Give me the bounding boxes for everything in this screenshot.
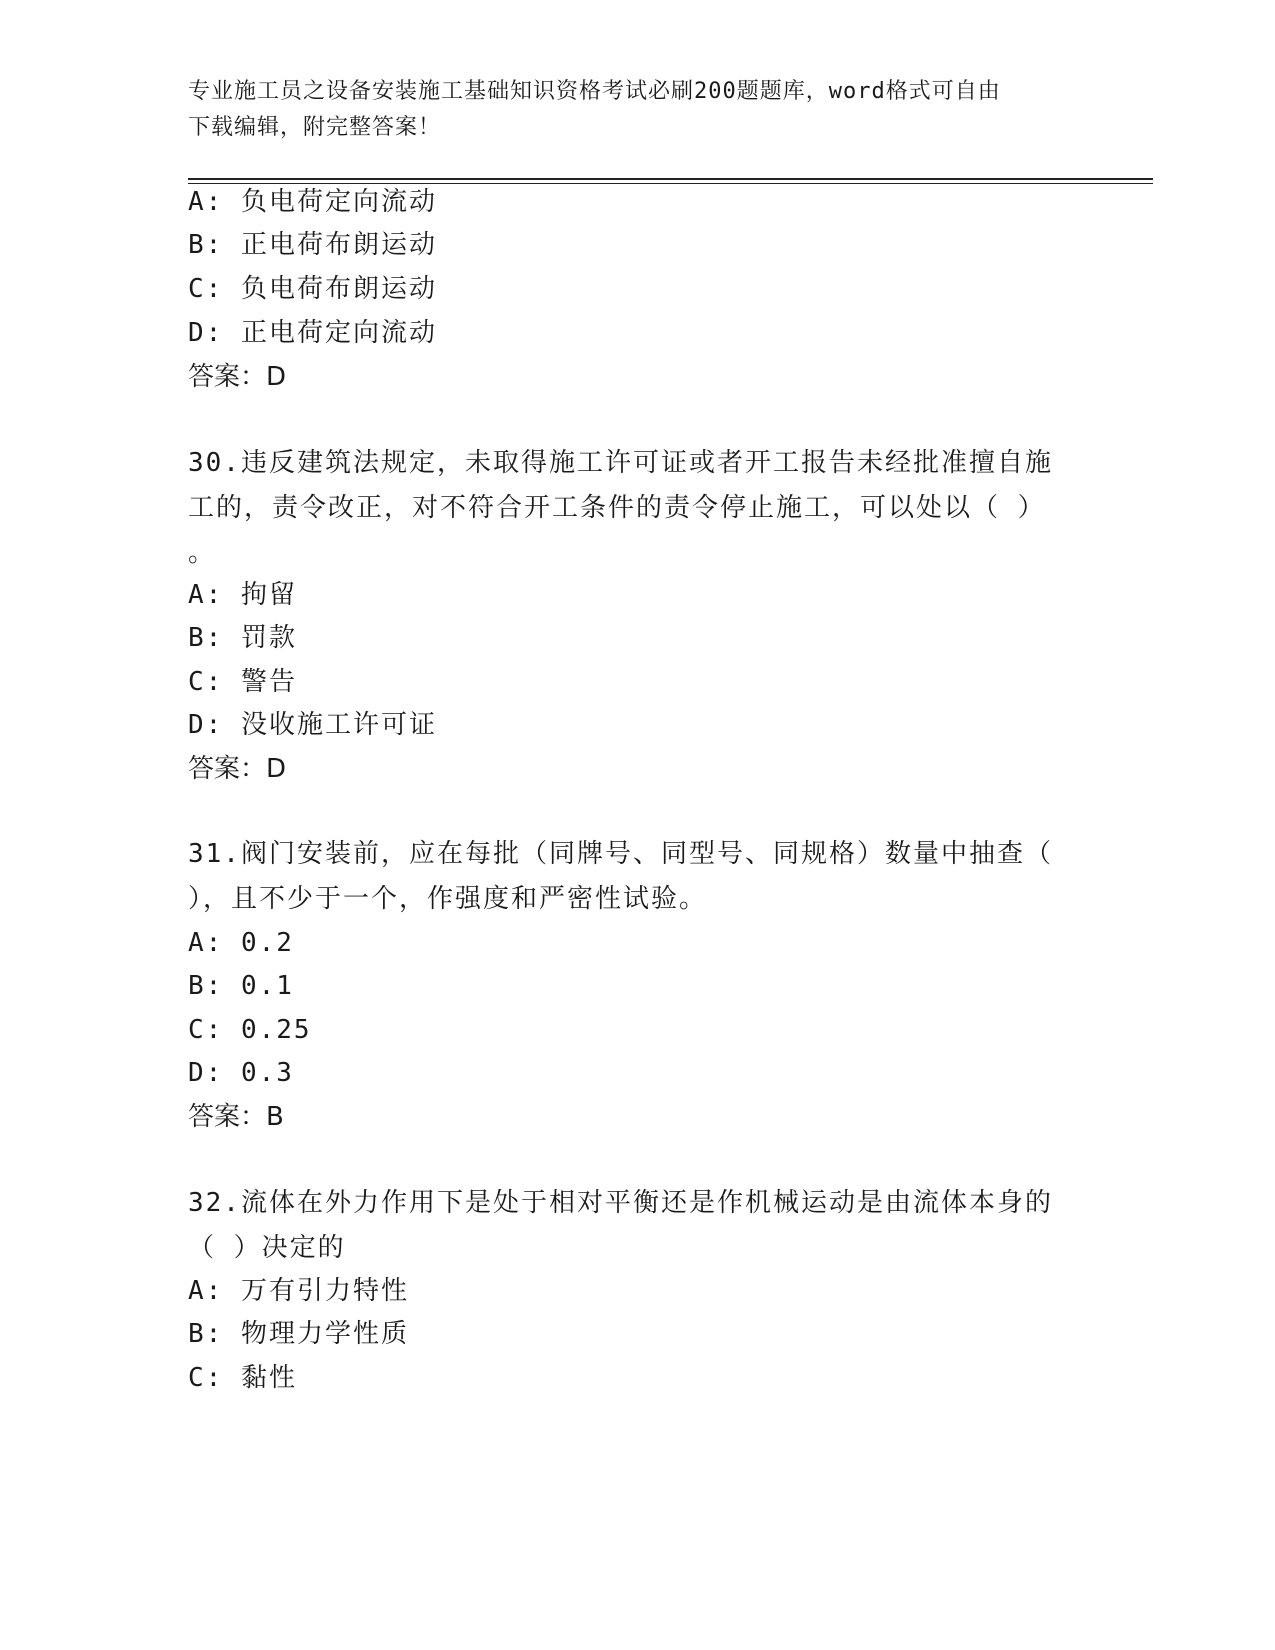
q30-stem-line-2: 工的，责令改正，对不符合开工条件的责令停止施工，可以处以（ ）: [188, 493, 1046, 523]
q32-stem-line-1: 32.流体在外力作用下是处于相对平衡还是作机械运动是由流体本身的: [188, 1188, 1053, 1218]
q30-option-b: B: 罚款: [188, 623, 297, 653]
q32-option-c: C: 黏性: [188, 1363, 297, 1393]
header-line-1: 专业施工员之设备安装施工基础知识资格考试必刷200题题库，word格式可自由: [188, 79, 1001, 104]
q29-option-b: B: 正电荷布朗运动: [188, 230, 437, 260]
q32-option-a: A: 万有引力特性: [188, 1276, 409, 1306]
q30-stem: [188, 441, 1078, 576]
q31-stem-line-2: ），且不少于一个，作强度和严密性试验。: [188, 884, 708, 914]
q32-option-b: B: 物理力学性质: [188, 1319, 409, 1349]
q30-answer: 答案：D: [188, 754, 287, 784]
q30-stem-line-3: 。: [188, 538, 217, 568]
q30-stem-line-1: 30.违反建筑法规定，未取得施工许可证或者开工报告未经批准擅自施: [188, 448, 1053, 478]
q30-option-d: D: 没收施工许可证: [188, 710, 437, 740]
q31-option-b: B: 0.1: [188, 971, 294, 1001]
q29-answer: 答案：D: [188, 362, 287, 392]
q30-option-a: A: 拘留: [188, 580, 297, 610]
q32-stem-line-2: （ ）决定的: [188, 1233, 346, 1263]
header-line-2: 下载编辑，附完整答案！: [188, 115, 442, 140]
q31-stem-line-1: 31.阀门安装前，应在每批（同牌号、同型号、同规格）数量中抽查（: [188, 839, 1053, 869]
q31-option-c: C: 0.25: [188, 1015, 312, 1045]
q31-answer: 答案：B: [188, 1102, 284, 1132]
document-header: [188, 74, 1068, 146]
q32-stem: [188, 1181, 1078, 1271]
q30-option-c: C: 警告: [188, 667, 297, 697]
q29-option-a: A: 负电荷定向流动: [188, 187, 437, 217]
q29-option-d: D: 正电荷定向流动: [188, 318, 437, 348]
q31-option-a: A: 0.2: [188, 928, 294, 958]
q29-option-c: C: 负电荷布朗运动: [188, 274, 437, 304]
q31-stem: [188, 832, 1078, 922]
q31-option-d: D: 0.3: [188, 1058, 294, 1088]
